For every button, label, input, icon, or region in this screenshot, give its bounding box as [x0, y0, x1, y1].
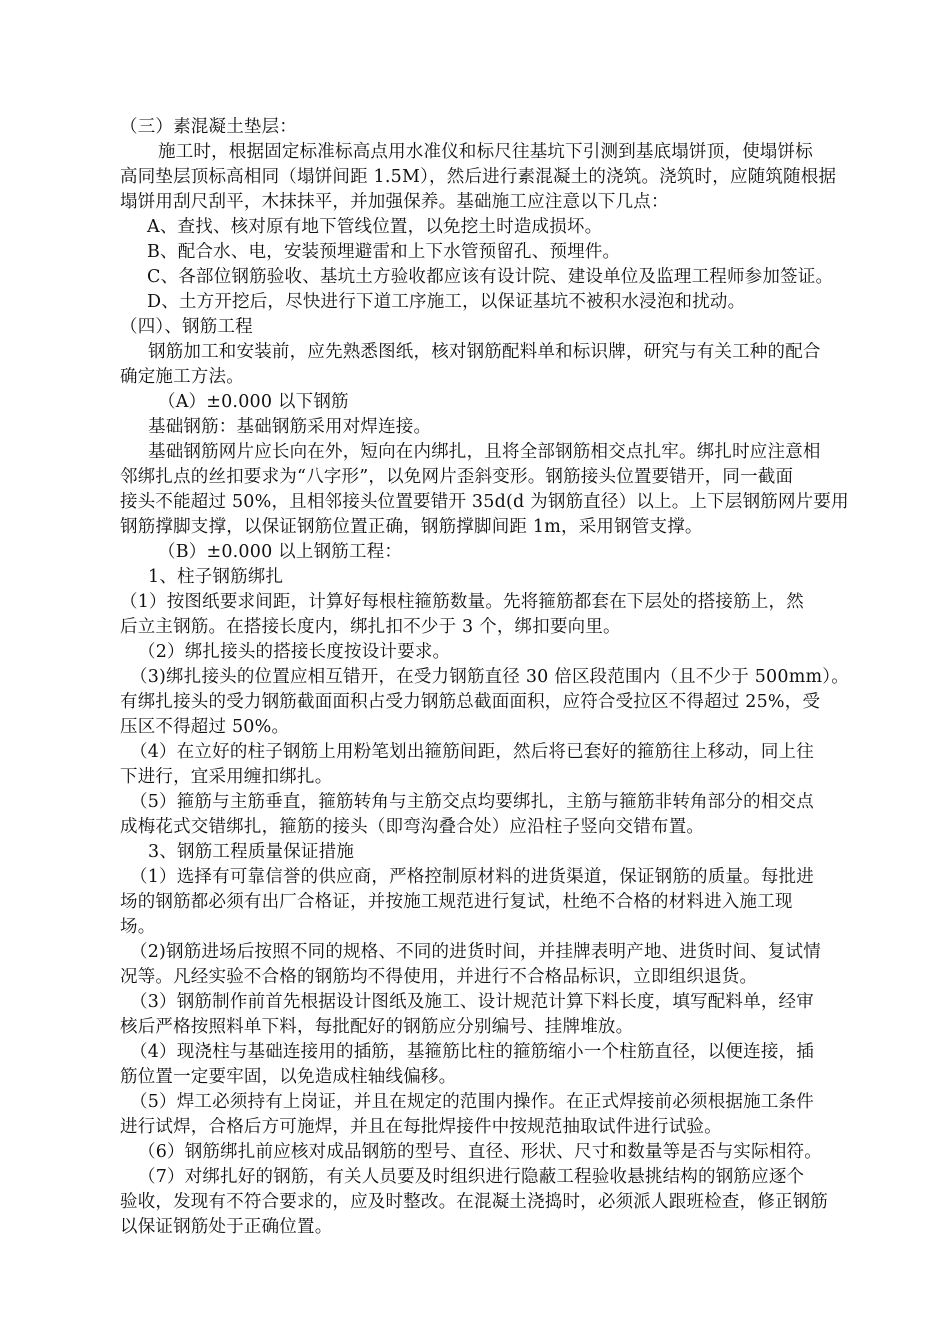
- paragraph-line: 场的钢筋都必须有出厂合格证，并按施工规范进行复试，杜绝不合格的材料进入施工现: [120, 892, 793, 912]
- paragraph-line: 成梅花式交错绑扎，箍筋的接头（即弯沟叠合处）应沿柱子竖向交错布置。: [120, 817, 705, 837]
- paragraph-line: （1）选择有可靠信誉的供应商，严格控制原材料的进货渠道，保证钢筋的质量。每批进: [130, 867, 814, 887]
- paragraph-line: 进行试焊，合格后方可施焊，并且在每批焊接件中按规范抽取试件进行试验。: [120, 1117, 722, 1137]
- paragraph-line: （1）按图纸要求间距，计算好每根柱箍筋数量。先将箍筋都套在下层处的搭接筋上，然: [120, 592, 804, 612]
- paragraph-line: （2)钢筋进场后按照不同的规格、不同的进货时间，并挂牌表明产地、进货时间、复试情: [130, 942, 821, 962]
- paragraph-line: （5）箍筋与主筋垂直，箍筋转角与主筋交点均要绑扎，主筋与箍筋非转角部分的相交点: [130, 792, 814, 812]
- paragraph-line: 确定施工方法。: [120, 367, 244, 387]
- section-heading-4: （四）、钢筋工程: [120, 317, 253, 337]
- paragraph-line: 钢筋撑脚支撑，以保证钢筋位置正确，钢筋撑脚间距 1m，采用钢管支撑。: [120, 517, 703, 537]
- paragraph-line: （3）钢筋制作前首先根据设计图纸及施工、设计规范计算下料长度，填写配料单，经审: [130, 992, 814, 1012]
- paragraph-line: 下进行，宜采用缠扣绑扎。: [120, 767, 333, 787]
- list-item-a: A、查找、核对原有地下管线位置，以免挖土时造成损坏。: [147, 217, 603, 237]
- paragraph-line: 有绑扎接头的受力钢筋截面面积占受力钢筋总截面面积，应符合受拉区不得超过 25%，受: [120, 692, 821, 712]
- paragraph-line: （3)绑扎接头的位置应相互错开，在受力钢筋直径 30 倍区段范围内（且不少于 500mm）。: [130, 667, 849, 687]
- paragraph-line: 高同垫层顶标高相同（塌饼间距 1.5M），然后进行素混凝土的浇筑。浇筑时，应随筑随根据: [120, 167, 837, 187]
- paragraph-line: 核后严格按照料单下料，每批配好的钢筋应分别编号、挂牌堆放。: [120, 1017, 634, 1037]
- paragraph-line: （6）钢筋绑扎前应核对成品钢筋的型号、直径、形状、尺寸和数量等是否与实际相符。: [138, 1142, 822, 1162]
- paragraph-line: 以保证钢筋处于正确位置。: [120, 1217, 333, 1237]
- item-heading-1: 1、柱子钢筋绑扎: [148, 567, 284, 587]
- paragraph-line: 筋位置一定要牢固，以免造成柱轴线偏移。: [120, 1067, 457, 1087]
- subsection-heading-a: （A）±0.000 以下钢筋: [158, 392, 349, 412]
- paragraph-line: （2）绑扎接头的搭接长度按设计要求。: [138, 642, 451, 662]
- paragraph-line: 接头不能超过 50%，且相邻接头位置要错开 35d(d 为钢筋直径）以上。上下层钢筋网片要用: [120, 492, 849, 512]
- paragraph-line: 邻绑扎点的丝扣要求为“八字形”，以免网片歪斜变形。钢筋接头位置要错开，同一截面: [120, 467, 794, 487]
- list-item-d: D、土方开挖后，尽快进行下道工序施工，以保证基坑不被积水浸泡和扰动。: [147, 292, 746, 312]
- paragraph-line: 场。: [120, 917, 156, 937]
- paragraph-line: 塌饼用刮尺刮平，木抹抹平，并加强保养。基础施工应注意以下几点：: [120, 192, 669, 212]
- list-item-b: B、配合水、电，安装预埋避雷和上下水管预留孔、预埋件。: [147, 242, 621, 262]
- paragraph-line: （4）在立好的柱子钢筋上用粉笔划出箍筋间距，然后将已套好的箍筋往上移动，同上往: [130, 742, 814, 762]
- subsection-heading-b: （B）±0.000 以上钢筋工程：: [158, 542, 403, 562]
- paragraph-line: 压区不得超过 50%。: [120, 717, 290, 737]
- list-item-c: C、各部位钢筋验收、基坑土方验收都应该有设计院、建设单位及监理工程师参加签证。: [147, 267, 834, 287]
- section-heading-3: （三）素混凝土垫层：: [120, 117, 297, 137]
- item-heading-3: 3、钢筋工程质量保证措施: [148, 842, 355, 862]
- paragraph-line: （4）现浇柱与基础连接用的插筋，基箍筋比柱的箍筋缩小一个柱筋直径，以便连接，插: [130, 1042, 814, 1062]
- paragraph-line: 基础钢筋网片应长向在外，短向在内绑扎，且将全部钢筋相交点扎牢。绑扎时应注意相: [148, 442, 821, 462]
- paragraph-line: 施工时，根据固定标准标高点用水准仪和标尺往基坑下引测到基底塌饼顶，使塌饼标: [158, 142, 813, 162]
- paragraph-line: 钢筋加工和安装前，应先熟悉图纸，核对钢筋配料单和标识牌，研究与有关工种的配合: [148, 342, 821, 362]
- paragraph-line: 况等。凡经实验不合格的钢筋均不得使用，并进行不合格品标识，立即组织退货。: [120, 967, 758, 987]
- paragraph-line: （7）对绑扎好的钢筋，有关人员要及时组织进行隐蔽工程验收悬挑结构的钢筋应逐个: [138, 1167, 805, 1187]
- paragraph-line: 基础钢筋：基础钢筋采用对焊连接。: [148, 417, 432, 437]
- paragraph-line: 验收，发现有不符合要求的，应及时整改。在混凝土浇捣时，必须派人跟班检查，修正钢筋: [120, 1192, 828, 1212]
- paragraph-line: 后立主钢筋。在搭接长度内，绑扎扣不少于 3 个，绑扣要向里。: [120, 617, 621, 637]
- paragraph-line: （5）焊工必须持有上岗证，并且在规定的范围内操作。在正式焊接前必须根据施工条件: [130, 1092, 814, 1112]
